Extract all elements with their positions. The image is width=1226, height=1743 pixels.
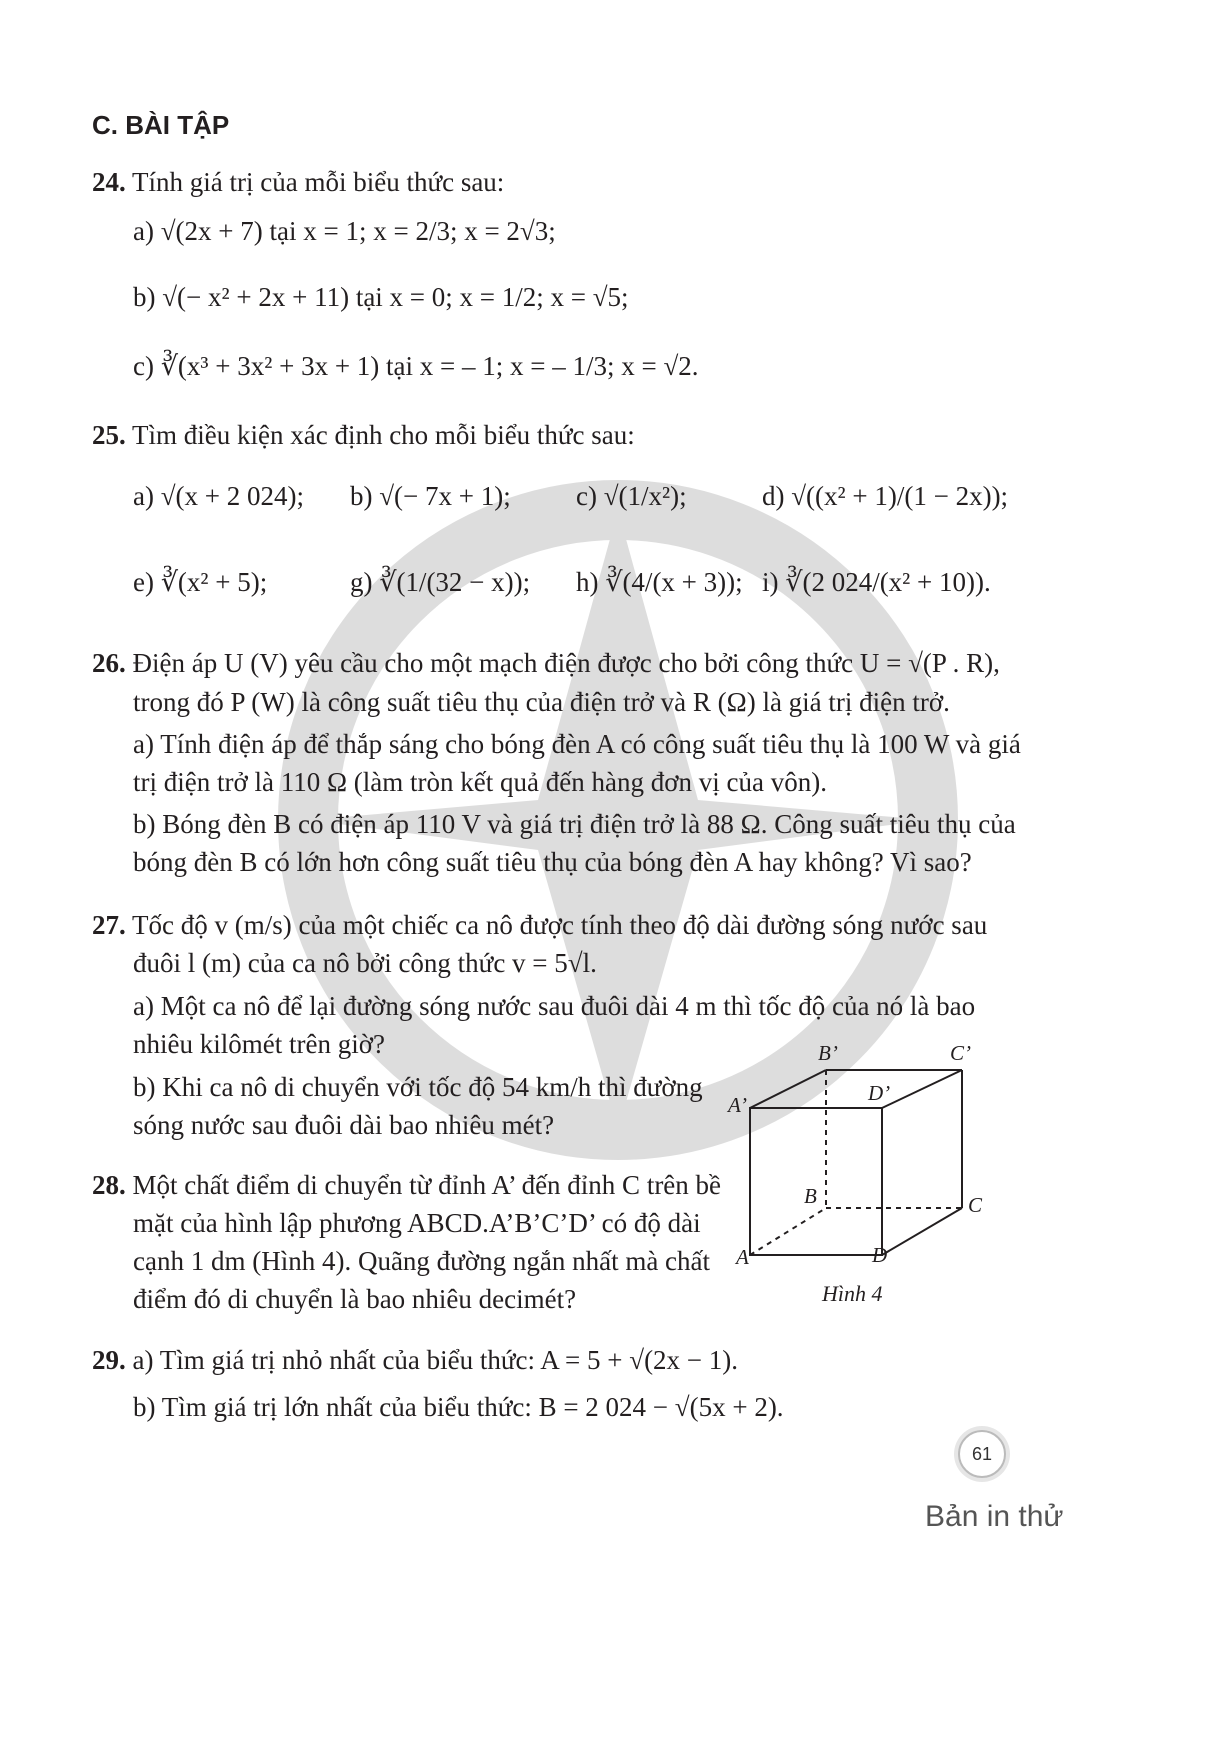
exercise-25e: e) ∛(x² + 5); xyxy=(133,567,268,597)
exercise-26-number: 26. xyxy=(92,648,126,678)
exercise-28-line3: cạnh 1 dm (Hình 4). Quãng đường ngắn nhất mà chất xyxy=(133,1246,711,1276)
label-B: B xyxy=(804,1184,817,1208)
exercise-28-line4: điểm đó di chuyển là bao nhiêu decimét? xyxy=(133,1284,577,1314)
exercise-25h: h) ∛(4/(x + 3)); xyxy=(576,567,743,597)
exercise-25-text: Tìm điều kiện xác định cho mỗi biểu thức sau: xyxy=(132,420,635,450)
exercise-29a xyxy=(92,1341,738,1379)
exercise-25i: i) ∛(2 024/(x² + 10)). xyxy=(762,567,991,597)
exercise-27b-line1: b) Khi ca nô di chuyển với tốc độ 54 km/h thì đường xyxy=(133,1072,703,1102)
exercise-26b-line1: b) Bóng đèn B có điện áp 110 V và giá trị điện trở là 88 Ω. Công suất tiêu thụ của xyxy=(133,809,1016,839)
exercise-26-line2: trong đó P (W) là công suất tiêu thụ của điện trở và R (Ω) là giá trị điện trở. xyxy=(133,687,950,717)
exercise-29-number: 29. xyxy=(92,1345,126,1375)
exercise-26a-line2: trị điện trở là 110 Ω (làm tròn kết quả đến hàng đơn vị của vôn). xyxy=(133,767,827,797)
label-C-prime: C’ xyxy=(950,1041,971,1065)
exercise-25d: d) √((x² + 1)/(1 − 2x)); xyxy=(762,481,1009,511)
exercise-27-text: Tốc độ v (m/s) của một chiếc ca nô được tính theo độ dài đường sóng nước sau xyxy=(132,910,988,940)
exercise-28-number: 28. xyxy=(92,1170,126,1200)
exercise-25c: c) √(1/x²); xyxy=(576,481,687,511)
exercise-26b-line2: bóng đèn B có lớn hơn công suất tiêu thụ của bóng đèn A hay không? Vì sao? xyxy=(133,847,972,877)
exercise-25-prompt xyxy=(92,416,635,454)
exercise-27b-line2: sóng nước sau đuôi dài bao nhiêu mét? xyxy=(133,1110,555,1140)
exercise-25a: a) √(x + 2 024); xyxy=(133,481,305,511)
exercise-26-line1 xyxy=(92,644,1000,682)
exercise-27a-line1: a) Một ca nô để lại đường sóng nước sau đuôi dài 4 m thì tốc độ của nó là bao xyxy=(133,991,976,1021)
label-D: D xyxy=(872,1243,888,1267)
label-B-prime: B’ xyxy=(818,1041,838,1065)
page-number-text: 61 xyxy=(971,1443,993,1464)
exercise-28-line2: mặt của hình lập phương ABCD.A’B’C’D’ có độ dài xyxy=(133,1208,701,1238)
exercise-28-text: Một chất điểm di chuyển từ đỉnh A’ đến đỉnh C trên bề xyxy=(132,1170,722,1200)
exercise-27-line1 xyxy=(92,906,987,944)
label-C: C xyxy=(968,1193,983,1217)
section-title: C. BÀI TẬP xyxy=(92,110,230,140)
exercise-24a: a) √(2x + 7) tại x = 1; x = 2/3; x = 2√3; xyxy=(133,216,556,246)
exercise-29b: b) Tìm giá trị lớn nhất của biểu thức: B = 2 024 − √(5x + 2). xyxy=(133,1392,784,1422)
exercise-26a-line1: a) Tính điện áp để thắp sáng cho bóng đèn A có công suất tiêu thụ là 100 W và giá xyxy=(133,729,1021,759)
exercise-25b: b) √(− 7x + 1); xyxy=(350,481,511,511)
page-number xyxy=(958,1430,1006,1478)
exercise-29a-text: a) Tìm giá trị nhỏ nhất của biểu thức: A = 5 + √(2x − 1). xyxy=(132,1345,739,1375)
label-A-prime: A’ xyxy=(728,1093,748,1117)
exercise-24b: b) √(− x² + 2x + 11) tại x = 0; x = 1/2; x = √5; xyxy=(133,282,629,312)
exercise-26-text: Điện áp U (V) yêu cầu cho một mạch điện được cho bởi công thức U = √(P . R), xyxy=(132,648,1000,678)
exercise-25-number: 25. xyxy=(92,420,126,450)
exercise-27a-line2: nhiêu kilômét trên giờ? xyxy=(133,1029,385,1059)
label-A: A xyxy=(736,1245,749,1269)
draft-note: Bản in thử xyxy=(925,1500,1064,1533)
cube-figure xyxy=(720,1040,1010,1310)
exercise-28-line1 xyxy=(92,1166,721,1204)
exercise-27-line2: đuôi l (m) của ca nô bởi công thức v = 5√l. xyxy=(133,948,597,978)
figure-caption: Hình 4 xyxy=(822,1281,883,1306)
exercise-27-number: 27. xyxy=(92,910,126,940)
exercise-24-prompt xyxy=(92,163,504,201)
exercise-24c: c) ∛(x³ + 3x² + 3x + 1) tại x = – 1; x = – 1/3; x = √2. xyxy=(133,351,699,381)
exercise-24-text: Tính giá trị của mỗi biểu thức sau: xyxy=(132,167,505,197)
exercise-25g: g) ∛(1/(32 − x)); xyxy=(350,567,531,597)
label-D-prime: D’ xyxy=(868,1081,891,1105)
exercise-24-number: 24. xyxy=(92,167,126,197)
